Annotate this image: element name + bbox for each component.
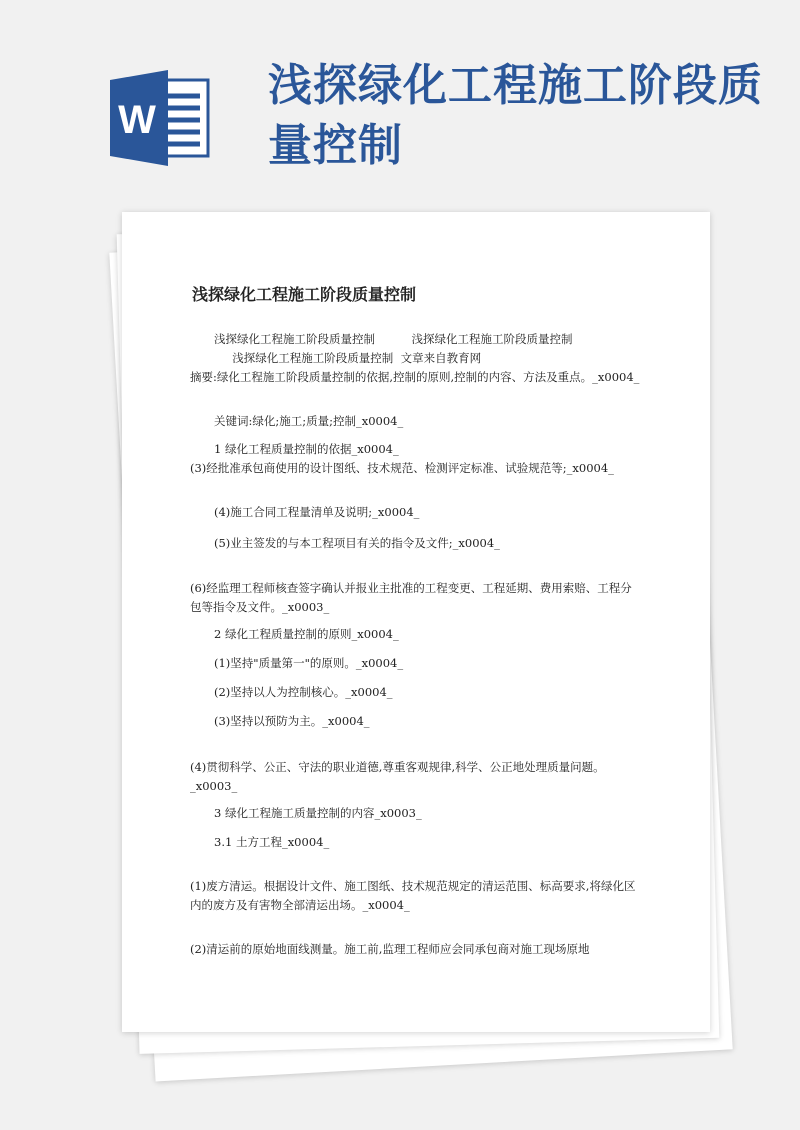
paragraph: (6)经监理工程师核查签字确认并报业主批准的工程变更、工程延期、费用索赔、工程分包等指令及文件。_x0003_ (190, 581, 632, 614)
paragraph: 关键词:绿化;施工;质量;控制_x0004_ (214, 414, 404, 428)
paragraph: 浅探绿化工程施工阶段质量控制 文章来自教育网 (214, 351, 482, 365)
paragraph: (2)清运前的原始地面线测量。施工前,监理工程师应会同承包商对施工现场原地 (190, 942, 590, 956)
logo-letter: W (118, 98, 156, 142)
paragraph: 2 绿化工程质量控制的原则_x0004_ (214, 627, 399, 641)
paragraph: 浅探绿化工程施工阶段质量控制 浅探绿化工程施工阶段质量控制 (214, 332, 573, 346)
paragraph: 1 绿化工程质量控制的依据_x0004_ (214, 442, 399, 456)
paragraph: (4)施工合同工程量清单及说明;_x0004_ (214, 505, 420, 519)
paragraph: (3)经批准承包商使用的设计图纸、技术规范、检测评定标准、试验规范等;_x0004_ (190, 461, 614, 475)
document-page (122, 212, 710, 1032)
paragraph: 3.1 土方工程_x0004_ (214, 835, 330, 849)
paragraph: 摘要:绿化工程施工阶段质量控制的依据,控制的原则,控制的内容、方法及重点。_x0004_ (190, 370, 640, 384)
word-logo (110, 70, 210, 166)
document-title: 浅探绿化工程施工阶段质量控制 (192, 285, 417, 304)
paragraph: (5)业主签发的与本工程项目有关的指令及文件;_x0004_ (214, 536, 500, 550)
paragraph: (1)坚持"质量第一"的原则。_x0004_ (214, 656, 404, 670)
paragraph: (3)坚持以预防为主。_x0004_ (214, 714, 370, 728)
paragraph: 3 绿化工程施工质量控制的内容_x0003_ (214, 806, 422, 820)
paragraph: (2)坚持以人为控制核心。_x0004_ (214, 685, 393, 699)
paragraph: (1)废方清运。根据设计文件、施工图纸、技术规范规定的清运范围、标高要求,将绿化区内的废方及有害物全部清运出场。_x0004_ (190, 879, 636, 912)
paragraph: (4)贯彻科学、公正、守法的职业道德,尊重客观规律,科学、公正地处理质量问题。_x0003_ (190, 760, 605, 793)
page-title: 浅探绿化工程施工阶段质量控制 (268, 60, 763, 171)
